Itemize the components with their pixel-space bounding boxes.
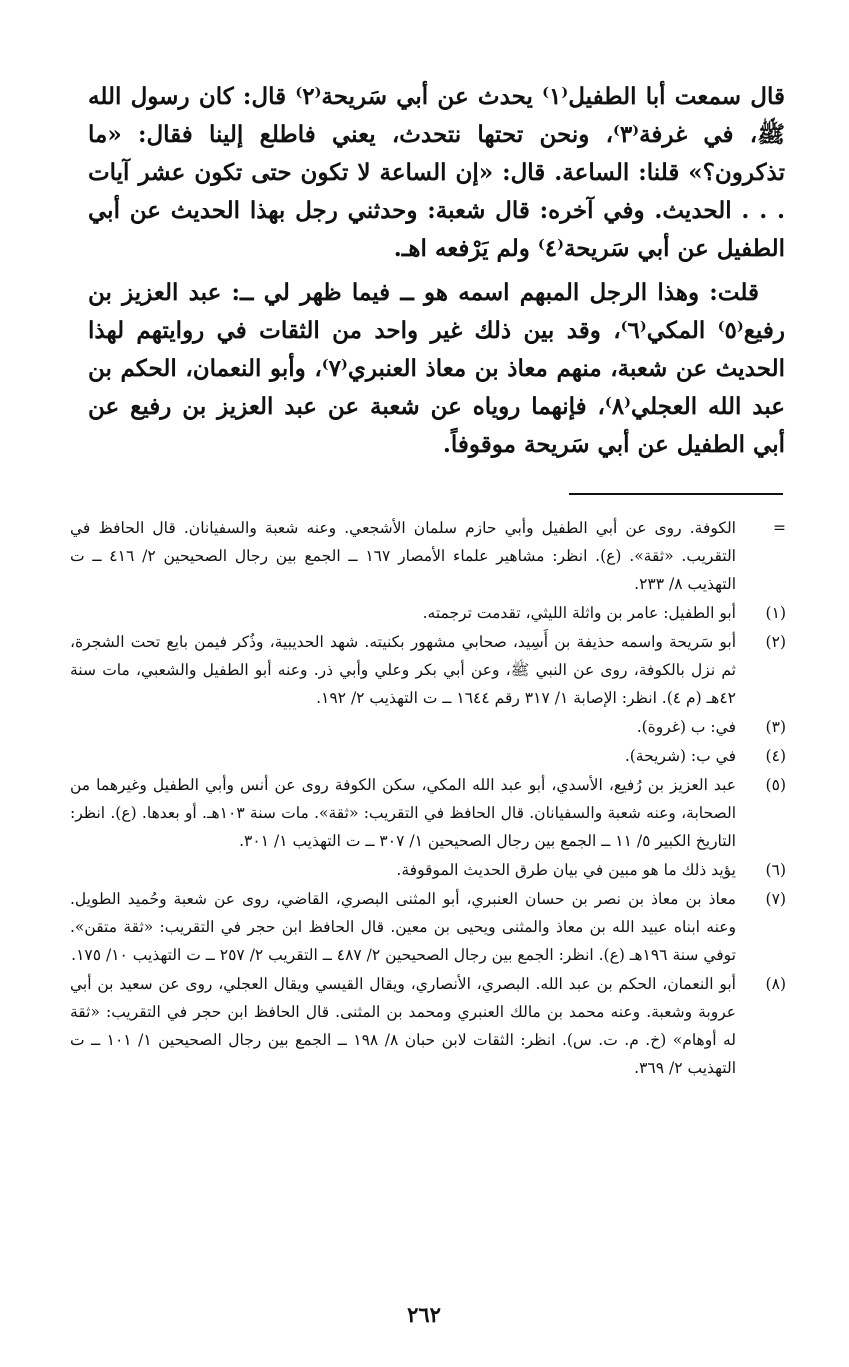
footnote-text: أبو النعمان، الحكم بن عبد الله. البصري، الأنصاري، ويقال القيسي ويقال العجلي، روى عن سعيد بن أبي عروبة وشعبة. وعنه محمد بن مالك العنبري ومحمد بن المثنى. قال الحافظ ابن حجر في التقريب: «ثقة له أوهام» (خ. م. ت. س). انظر: الثقات لابن حبان ٨/ ١٩٨ ــ الجمع بين رجال الصحيحين ١/ ١٠١ ــ ت التهذيب ٢/ ٣٦٩. xyxy=(70,975,737,1077)
footnote-text: يؤيد ذلك ما هو مبين في بيان طرق الحديث الموقوفة. xyxy=(396,861,736,879)
footnote-text: في ب: (شريحة). xyxy=(624,747,736,765)
footnote-2 xyxy=(70,628,786,712)
footnote-separator xyxy=(569,493,783,495)
footnote-4 xyxy=(70,742,786,770)
footnote-number: (٦) xyxy=(765,861,786,879)
main-text xyxy=(88,78,785,470)
footnote-text: عبد العزيز بن رُفيع، الأسدي، أبو عبد الله المكي، سكن الكوفة روى عن أنس وأبي الطفيل وغيرهما من الصحابة، وعنه شعبة والسفيانان. قال الحافظ في التقريب: «ثقة». مات سنة ١٠٣هـ. أو بعدها. (ع). انظر: التاريخ الكبير ٥/ ١١ ــ الجمع بين رجال الصحيحين ١/ ٣٠٧ ــ ت التهذيب ١/ ٣٠١. xyxy=(70,776,737,850)
footnote-number: (٧) xyxy=(765,890,786,908)
main-paragraph-1: قال سمعت أبا الطفيل⁽١⁾ يحدث عن أبي سَريحة⁽٢⁾ قال: كان رسول الله ﷺ، في غرفة⁽٣⁾، ونحن تحتها نتحدث، يعني فاطلع إلينا فقال: «ما تذكرون؟» قلنا: الساعة. قال: «إن الساعة لا تكون حتى تكون عشر آيات . . . الحديث. وفي آخره: قال شعبة: وحدثني رجل بهذا الحديث عن أبي الطفيل عن أبي سَريحة⁽٤⁾ ولم يَرْفعه اهـ. xyxy=(88,83,785,262)
footnote-continuation xyxy=(70,514,786,598)
footnote-text: معاذ بن معاذ بن نصر بن حسان العنبري، أبو المثنى البصري، القاضي، روى عن شعبة وحُميد الطويل. وعنه ابناه عبيد الله بن معاذ والمثنى ويحيى بن معين. قال الحافظ ابن حجر في التقريب: «ثقة متقن». توفي سنة ١٩٦هـ (ع). انظر: الجمع بين رجال الصحيحين ٢/ ٤٨٧ ــ التقريب ٢/ ٢٥٧ ــ ت التهذيب ١٠/ ١٧٥. xyxy=(70,890,736,964)
footnote-number: (٣) xyxy=(765,718,786,736)
footnote-5 xyxy=(70,771,786,855)
footnote-number: (١) xyxy=(765,604,786,622)
footnote-7 xyxy=(70,885,786,969)
footnote-number: = xyxy=(773,519,786,537)
footnote-text: في: ب (غروة). xyxy=(636,718,736,736)
main-paragraph-2: قلت: وهذا الرجل المبهم اسمه هو ــ فيما ظهر لي ــ: عبد العزيز بن رفيع⁽٥⁾ المكي⁽٦⁾، وقد بين ذلك غير واحد من الثقات في روايتهم لهذا الحديث عن شعبة، منهم معاذ بن معاذ العنبري⁽٧⁾، وأبو النعمان، الحكم بن عبد الله العجلي⁽٨⁾، فإنهما روياه عن شعبة عن عبد العزيز بن رفيع عن أبي الطفيل عن أبي سَريحة موقوفاً. xyxy=(88,279,785,458)
footnote-number: (٤) xyxy=(765,747,786,765)
footnote-8 xyxy=(70,970,786,1082)
footnote-text: أبو سَريحة واسمه حذيفة بن أَسِيد، صحابي مشهور بكنيته. شهد الحديبية، وذُكر فيمن بايع تحت الشجرة، ثم نزل بالكوفة، روى عن النبي ﷺ، وعن أبي بكر وعلي وأبي ذر. وعنه أبو الطفيل والشعبي، مات سنة ٤٢هـ (م ٤). انظر: الإصابة ١/ ٣١٧ رقم ١٦٤٤ ــ ت التهذيب ٢/ ١٩٢. xyxy=(70,633,736,707)
footnote-6 xyxy=(70,856,786,884)
footnote-3 xyxy=(70,713,786,741)
footnote-number: (٢) xyxy=(765,633,786,651)
footnote-1 xyxy=(70,599,786,627)
footnote-number: (٥) xyxy=(765,776,786,794)
footnote-text: أبو الطفيل: عامر بن واثلة الليثي، تقدمت ترجمته. xyxy=(422,604,736,622)
footnote-number: (٨) xyxy=(765,975,786,993)
footnotes xyxy=(70,514,786,1083)
footnote-text: الكوفة. روى عن أبي الطفيل وأبي حازم سلمان الأشجعي. وعنه شعبة والسفيانان. قال الحافظ في التقريب. «ثقة». (ع). انظر: مشاهير علماء الأمصار ١٦٧ ــ الجمع بين رجال الصحيحين ٢/ ٤١٦ ــ ت التهذيب ٨/ ٢٣٣. xyxy=(70,519,736,593)
page-number: ٢٦٢ xyxy=(407,1302,441,1327)
